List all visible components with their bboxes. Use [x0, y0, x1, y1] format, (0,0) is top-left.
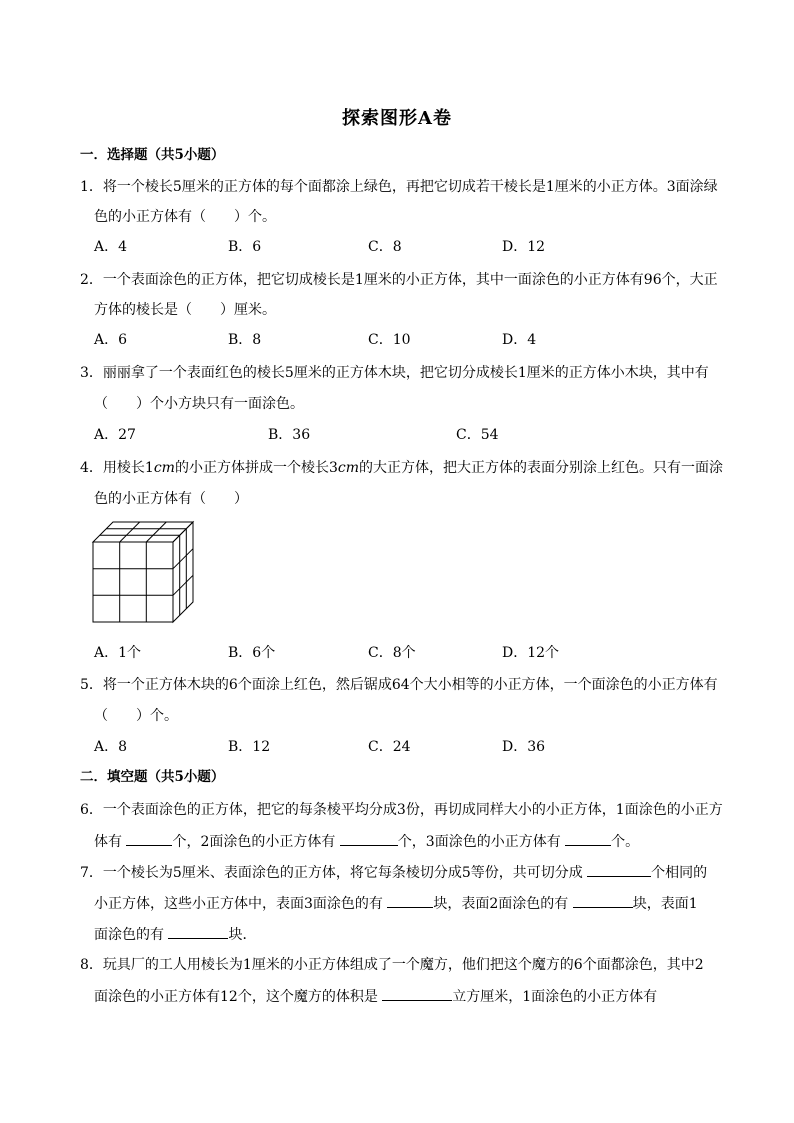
q5-option-d[interactable]: D．36: [502, 739, 546, 755]
q2-option-b[interactable]: B．8: [228, 332, 262, 348]
q4-option-b[interactable]: B．6个: [228, 645, 276, 661]
question-1-line2: 色的小正方体有（ ）个。: [94, 209, 276, 225]
question-3-line2: （ ）个小方块只有一面涂色。: [94, 396, 304, 412]
cube-3x3x3-figure: [90, 518, 196, 626]
q5-option-b[interactable]: B．12: [228, 739, 271, 755]
question-3-line1: 3．丽丽拿了一个表面红色的棱长5厘米的正方体木块，把它切分成棱长1厘米的正方体小木块，其中有: [80, 365, 709, 381]
q5-option-a[interactable]: A．8: [94, 739, 128, 755]
answer-blank[interactable]: [565, 831, 611, 846]
answer-blank[interactable]: [573, 893, 633, 908]
q3-option-c[interactable]: C．54: [456, 427, 499, 443]
q1-option-c[interactable]: C．8: [368, 239, 402, 255]
question-6-line2: 体有 个，2面涂色的小正方体有 个，3面涂色的小正方体有 个。: [94, 831, 639, 852]
question-2-line1: 2．一个表面涂色的正方体，把它切成棱长是1厘米的小正方体，其中一面涂色的小正方体有96个，大正: [80, 272, 718, 288]
question-7-line3: 面涂色的有 块．: [94, 924, 256, 945]
answer-blank[interactable]: [126, 831, 172, 846]
section-heading-choice: 一．选择题（共5小题）: [80, 147, 225, 163]
answer-blank[interactable]: [387, 893, 433, 908]
q5-option-c[interactable]: C．24: [368, 739, 411, 755]
q2-option-a[interactable]: A．6: [94, 332, 128, 348]
q4-option-c[interactable]: C．8个: [368, 645, 416, 661]
question-6-line1: 6．一个表面涂色的正方体，把它的每条棱平均分成3份，再切成同样大小的小正方体，1面涂色的小正方: [80, 802, 723, 818]
question-8-line1: 8．玩具厂的工人用棱长为1厘米的小正方体组成了一个魔方，他们把这个魔方的6个面都涂色，其中2: [80, 957, 704, 973]
question-4-line2: 色的小正方体有（ ）: [94, 491, 248, 507]
q1-option-a[interactable]: A．4: [94, 239, 128, 255]
q4-option-d[interactable]: D．12个: [502, 645, 560, 661]
question-4-line1: 4．用棱长1cm的小正方体拼成一个棱长3cm的大正方体，把大正方体的表面分别涂上红色。只有一面涂: [80, 460, 723, 476]
q2-option-d[interactable]: D．4: [502, 332, 537, 348]
question-5-line1: 5．将一个正方体木块的6个面涂上红色，然后锯成64个大小相等的小正方体，一个面涂色的小正方体有: [80, 677, 718, 693]
answer-blank[interactable]: [168, 924, 228, 939]
question-7-line2: 小正方体，这些小正方体中，表面3面涂色的有 块，表面2面涂色的有 块，表面1: [94, 893, 698, 914]
page-title: 探索图形A卷: [342, 108, 452, 129]
q1-option-b[interactable]: B．6: [228, 239, 262, 255]
q1-option-d[interactable]: D．12: [502, 239, 546, 255]
answer-blank[interactable]: [382, 986, 452, 1001]
answer-blank[interactable]: [587, 862, 651, 877]
q4-option-a[interactable]: A．1个: [94, 645, 142, 661]
question-2-line2: 方体的棱长是（ ）厘米。: [94, 302, 276, 318]
answer-blank[interactable]: [340, 831, 398, 846]
section-heading-fill: 二．填空题（共5小题）: [80, 769, 225, 785]
question-7-line1: 7．一个棱长为5厘米、表面涂色的正方体，将它每条棱切分成5等份，共可切分成 个相同的: [80, 862, 707, 883]
question-8-line2: 面涂色的小正方体有12个，这个魔方的体积是 立方厘米，1面涂色的小正方体有: [94, 986, 657, 1007]
q3-option-b[interactable]: B．36: [268, 427, 311, 443]
question-1-line1: 1．将一个棱长5厘米的正方体的每个面都涂上绿色，再把它切成若干棱长是1厘米的小正方体。3面涂绿: [80, 179, 718, 195]
question-5-line2: （ ）个。: [94, 708, 178, 724]
q3-option-a[interactable]: A．27: [94, 427, 136, 443]
q2-option-c[interactable]: C．10: [368, 332, 411, 348]
